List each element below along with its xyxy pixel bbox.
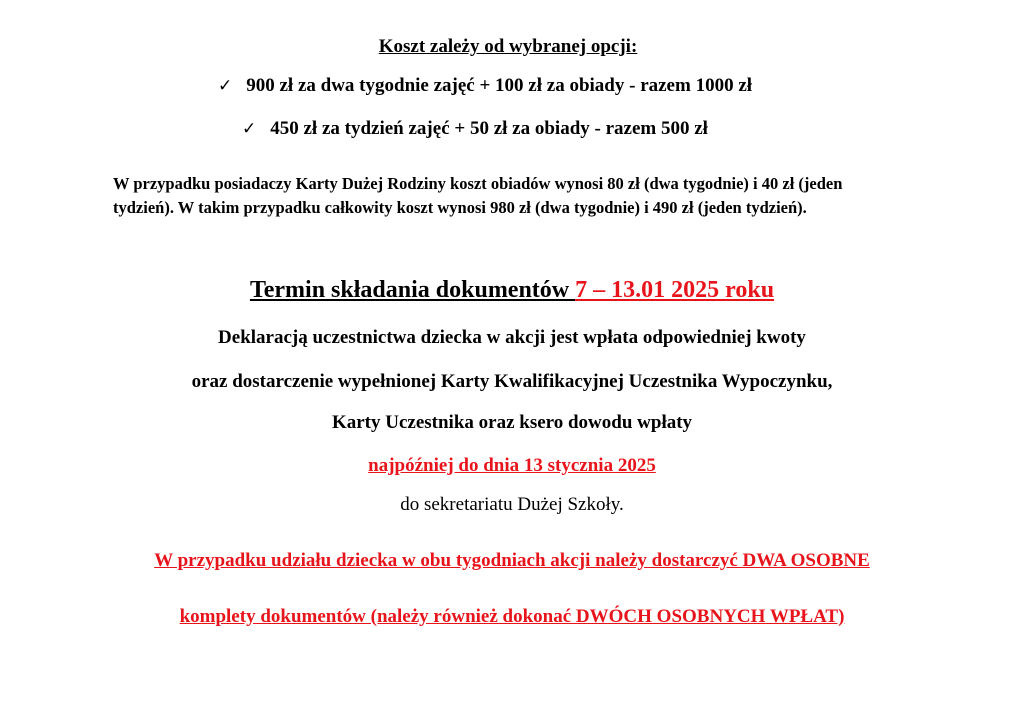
- cost-option-text: 450 zł za tydzień zajęć + 50 zł za obiady - razem 500 zł: [270, 118, 708, 139]
- deadline-label: Termin składania dokumentów: [249, 277, 576, 303]
- cost-option-one-week: [242, 118, 708, 140]
- latest-date-wrapper: [0, 455, 1024, 477]
- warning-line-2: komplety dokumentów (należy również dokonać DWÓCH OSOBNYCH WPŁAT): [179, 606, 845, 627]
- cost-option-text: 900 zł za dwa tygodnie zajęć + 100 zł za obiady - razem 1000 zł: [246, 75, 753, 96]
- checkmark-icon: ✓: [242, 119, 257, 139]
- cost-heading: [0, 36, 1024, 58]
- warning-line-1: W przypadku udziału dziecka w obu tygodniach akcji należy dostarczyć DWA OSOBNE: [154, 550, 870, 571]
- cost-heading-text: Koszt zależy od wybranej opcji:: [378, 36, 638, 57]
- warning-line-1-wrapper: [0, 550, 1024, 572]
- declaration-line-1: Deklaracją uczestnictwa dziecka w akcji jest wpłata odpowiedniej kwoty: [218, 327, 806, 348]
- large-family-card-note: W przypadku posiadaczy Karty Dużej Rodziny koszt obiadów wynosi 80 zł (dwa tygodnie) i 40 zł (jeden tydzień). W takim przypadku całkowity koszt wynosi 980 zł (dwa tygodnie) i 490 zł (jeden tydzień).: [113, 174, 843, 217]
- deadline-dates: 7 – 13.01 2025 roku: [575, 277, 775, 303]
- cost-option-two-weeks: [218, 75, 752, 97]
- latest-date: najpóźniej do dnia 13 stycznia 2025: [368, 455, 656, 476]
- declaration-line-3: Karty Uczestnika oraz ksero dowodu wpłaty: [331, 412, 693, 433]
- deadline-heading: [0, 277, 1024, 304]
- warning-line-2-wrapper: [0, 606, 1024, 628]
- declaration-line-2: oraz dostarczenie wypełnionej Karty Kwalifikacyjnej Uczestnika Wypoczynku,: [191, 371, 833, 392]
- office-destination: do sekretariatu Dużej Szkoły.: [400, 494, 624, 515]
- checkmark-icon: ✓: [218, 76, 233, 96]
